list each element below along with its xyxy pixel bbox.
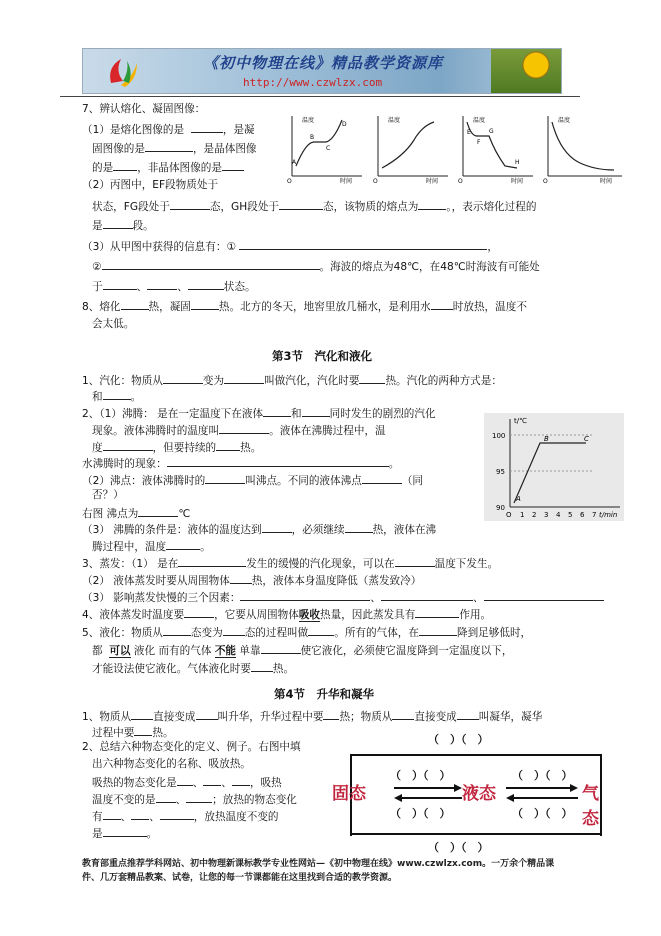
s3-l12: 3、蒸发：（1） 是在 发生的缓慢的汽化现象，可以在 温度下发生。 <box>82 555 498 572</box>
boil-y-tick-95: 95 <box>496 468 505 476</box>
state-liquid: 液态 <box>462 784 496 804</box>
blank-melting: （ ）（ ） <box>390 769 451 782</box>
header-divider <box>60 96 580 97</box>
q7-part1-line3: 的是 ，非晶体图像的是 <box>92 159 244 176</box>
graph-ylabel: 温度 <box>473 117 486 124</box>
sunflower-image <box>491 49 561 93</box>
s4-l4: 出六种物态变化的名称、吸放热。 <box>92 758 251 770</box>
header-banner <box>82 48 562 94</box>
footer-note <box>82 858 582 886</box>
header-url: http://www.czwlzx.com <box>243 76 383 89</box>
s3-l11: 腾过程中，温度 。 <box>92 538 211 555</box>
boil-point-A: A <box>516 495 521 503</box>
s3-l16: 5、液化：物质从 态变为 态的过程叫做 。所有的气体，在 降到足够低时， <box>82 624 531 641</box>
blank-sublimation: （ ）（ ） <box>428 733 489 746</box>
s4-l6: 温度不变的是 、 ；放热的物态变化 <box>92 791 297 808</box>
s3-l15: 4、液体蒸发时温度要 ，它要从周围物体吸收热量，因此蒸发具有 作用。 <box>82 606 491 623</box>
graph-jia <box>284 112 364 189</box>
boil-point-C: C <box>584 435 589 443</box>
graph-ylabel: 温度 <box>302 117 315 124</box>
graph-origin: O <box>287 178 292 184</box>
blank-deposition: （ ）（ ） <box>428 841 489 854</box>
boil-point-B: B <box>544 435 549 443</box>
s3-l10: （3） 沸腾的条件是：液体的温度达到 ，必须继续 热，液体在沸 <box>82 521 436 538</box>
s3-l5: 度 ，但要持续的 热。 <box>92 439 261 456</box>
graph-ding <box>540 112 624 189</box>
graph-point-E: E <box>467 129 471 136</box>
state-solid: 固态 <box>332 784 366 804</box>
s3-l18: 才能设法使它液化。气体液化时要 热。 <box>92 660 294 677</box>
q7-part3-line2: ② 。海波的熔点为48℃，在48℃时海波有可能处 <box>92 258 540 275</box>
graph-origin: O <box>373 178 378 184</box>
s4-l8: 是 。 <box>92 825 157 842</box>
q7-part1-line2: 固图像的是 ，是晶体图像 <box>92 140 257 157</box>
graph-point-C: C <box>326 145 331 152</box>
s3-l7: （2）沸点：液体沸腾时的 叫沸点。不同的液体沸点 （同 <box>82 472 423 489</box>
boil-x-tick-2: 2 <box>532 511 537 519</box>
boil-y-unit: t/℃ <box>514 417 527 425</box>
boiling-chart <box>484 413 624 526</box>
q7-part2-line1: （2）丙图中，EF段物质处于 <box>82 179 219 191</box>
q7-part3-line1: （3）从甲图中获得的信息有：① ， <box>82 238 498 255</box>
graph-point-G: G <box>489 128 494 135</box>
q7-part3-line3: 于 、 、 状态。 <box>92 278 256 295</box>
q7-heading: 7、辨认熔化、凝固图像： <box>82 103 206 115</box>
q8-line2: 会太低。 <box>92 318 135 330</box>
graph-point-A: A <box>292 159 297 166</box>
boil-x-tick-1: 1 <box>520 511 525 519</box>
graph-yi <box>370 112 450 189</box>
boil-x-tick-3: 3 <box>544 511 549 519</box>
s3-l3: 2、（1）沸腾： 是在一定温度下在液体 和 同时发生的剧烈的汽化 <box>82 405 436 422</box>
s4-l7: 有 、 、 ，放热温度不变的 <box>92 808 279 825</box>
site-logo <box>103 53 141 89</box>
footer-line-2: 件、几万套精品教案、试卷，让您的每一节课都能在这里找到合适的教学资源。 <box>82 872 398 883</box>
s3-l2: 和 。 <box>92 388 141 405</box>
s3-l1: 1、汽化：物质从 变为 叫做汽化，汽化时要 热。汽化的两种方式是： <box>82 372 502 389</box>
phase-diagram <box>332 733 606 854</box>
s4-l1: 1、物质从 直接变成 叫升华，升华过程中要 热；物质从 直接变成 叫凝华，凝华 <box>82 708 542 725</box>
graph-bing <box>455 112 535 189</box>
q7-part2-line3: 是 段。 <box>92 217 154 234</box>
boil-x-tick-6: 6 <box>580 511 585 519</box>
graph-point-H: H <box>515 159 520 166</box>
q7-part2-line2: 状态，FG段处于 态，GH段处于 态，该物质的熔点为 。，表示熔化过程的 <box>92 198 536 215</box>
s3-l8: 否？） <box>92 489 124 501</box>
boil-y-tick-90: 90 <box>496 504 505 512</box>
boil-x-tick-7: 7 <box>592 511 597 519</box>
graph-xlabel: 时间 <box>340 178 353 184</box>
header-title: 《初中物理在线》精品教学资源库 <box>203 54 444 72</box>
blank-liquefaction: （ ）（ ） <box>512 807 573 820</box>
s3-l4: 现象。液体沸腾时的温度叫 。液体在沸腾过程中，温 <box>92 422 386 439</box>
section-3-title: 第3节 汽化和液化 <box>272 349 373 363</box>
s3-l14: （3） 影响蒸发快慢的三个因素： 、 、 <box>82 589 604 606</box>
graph-xlabel: 时间 <box>600 178 613 184</box>
footer-line-1: 教育部重点推荐学科网站、初中物理新课标教学专业性网站—《初中物理在线》www.czwlzx.com。一万余个精品课 <box>82 859 555 869</box>
graph-xlabel: 时间 <box>426 178 439 184</box>
s3-l17: 都 可以 液化 而有的气体 不能 单靠 使它液化，必须使它温度降到一定温度以下， <box>92 642 512 659</box>
s4-l3: 2、总结六种物态变化的定义、例子。右图中填 <box>82 741 301 753</box>
graph-point-F: F <box>477 139 481 146</box>
q8-line1: 8、熔化 热，凝固 热。北方的冬天，地窖里放几桶水，是利用水 时放热，温度不 <box>82 298 527 315</box>
s3-l13: （2） 液体蒸发时要从周围物体 热，液体本身温度降低（蒸发致冷） <box>82 572 421 589</box>
graph-point-B: B <box>310 134 315 141</box>
graph-ylabel: 温度 <box>558 117 571 124</box>
graph-ylabel: 温度 <box>388 117 401 124</box>
graph-origin: O <box>458 178 463 184</box>
s4-l2: 过程中要 热。 <box>92 724 174 741</box>
boil-x-unit: t/min <box>599 511 618 519</box>
s3-l9: 右图 沸点为 ℃ <box>82 505 190 522</box>
s3-l6: 水沸腾时的现象： 。 <box>82 455 399 472</box>
state-gas: 气态 <box>582 784 599 829</box>
q7-part1-line1: （1）是熔化图像的是 ，是凝 <box>82 121 255 138</box>
graph-origin: O <box>543 178 548 184</box>
blank-vaporization: （ ）（ ） <box>512 769 573 782</box>
s4-l5: 吸热的物态变化是 、 、 ，吸热 <box>92 774 282 791</box>
section-4-title: 第4节 升华和凝华 <box>274 687 375 701</box>
graph-point-D: D <box>342 121 347 128</box>
graph-xlabel: 时间 <box>511 178 524 184</box>
boil-x-tick-4: 4 <box>556 511 561 519</box>
boil-y-tick-100: 100 <box>492 432 506 440</box>
boil-x-tick-O: O <box>506 511 512 519</box>
blank-solidification: （ ）（ ） <box>390 807 451 820</box>
boil-x-tick-5: 5 <box>568 511 573 519</box>
